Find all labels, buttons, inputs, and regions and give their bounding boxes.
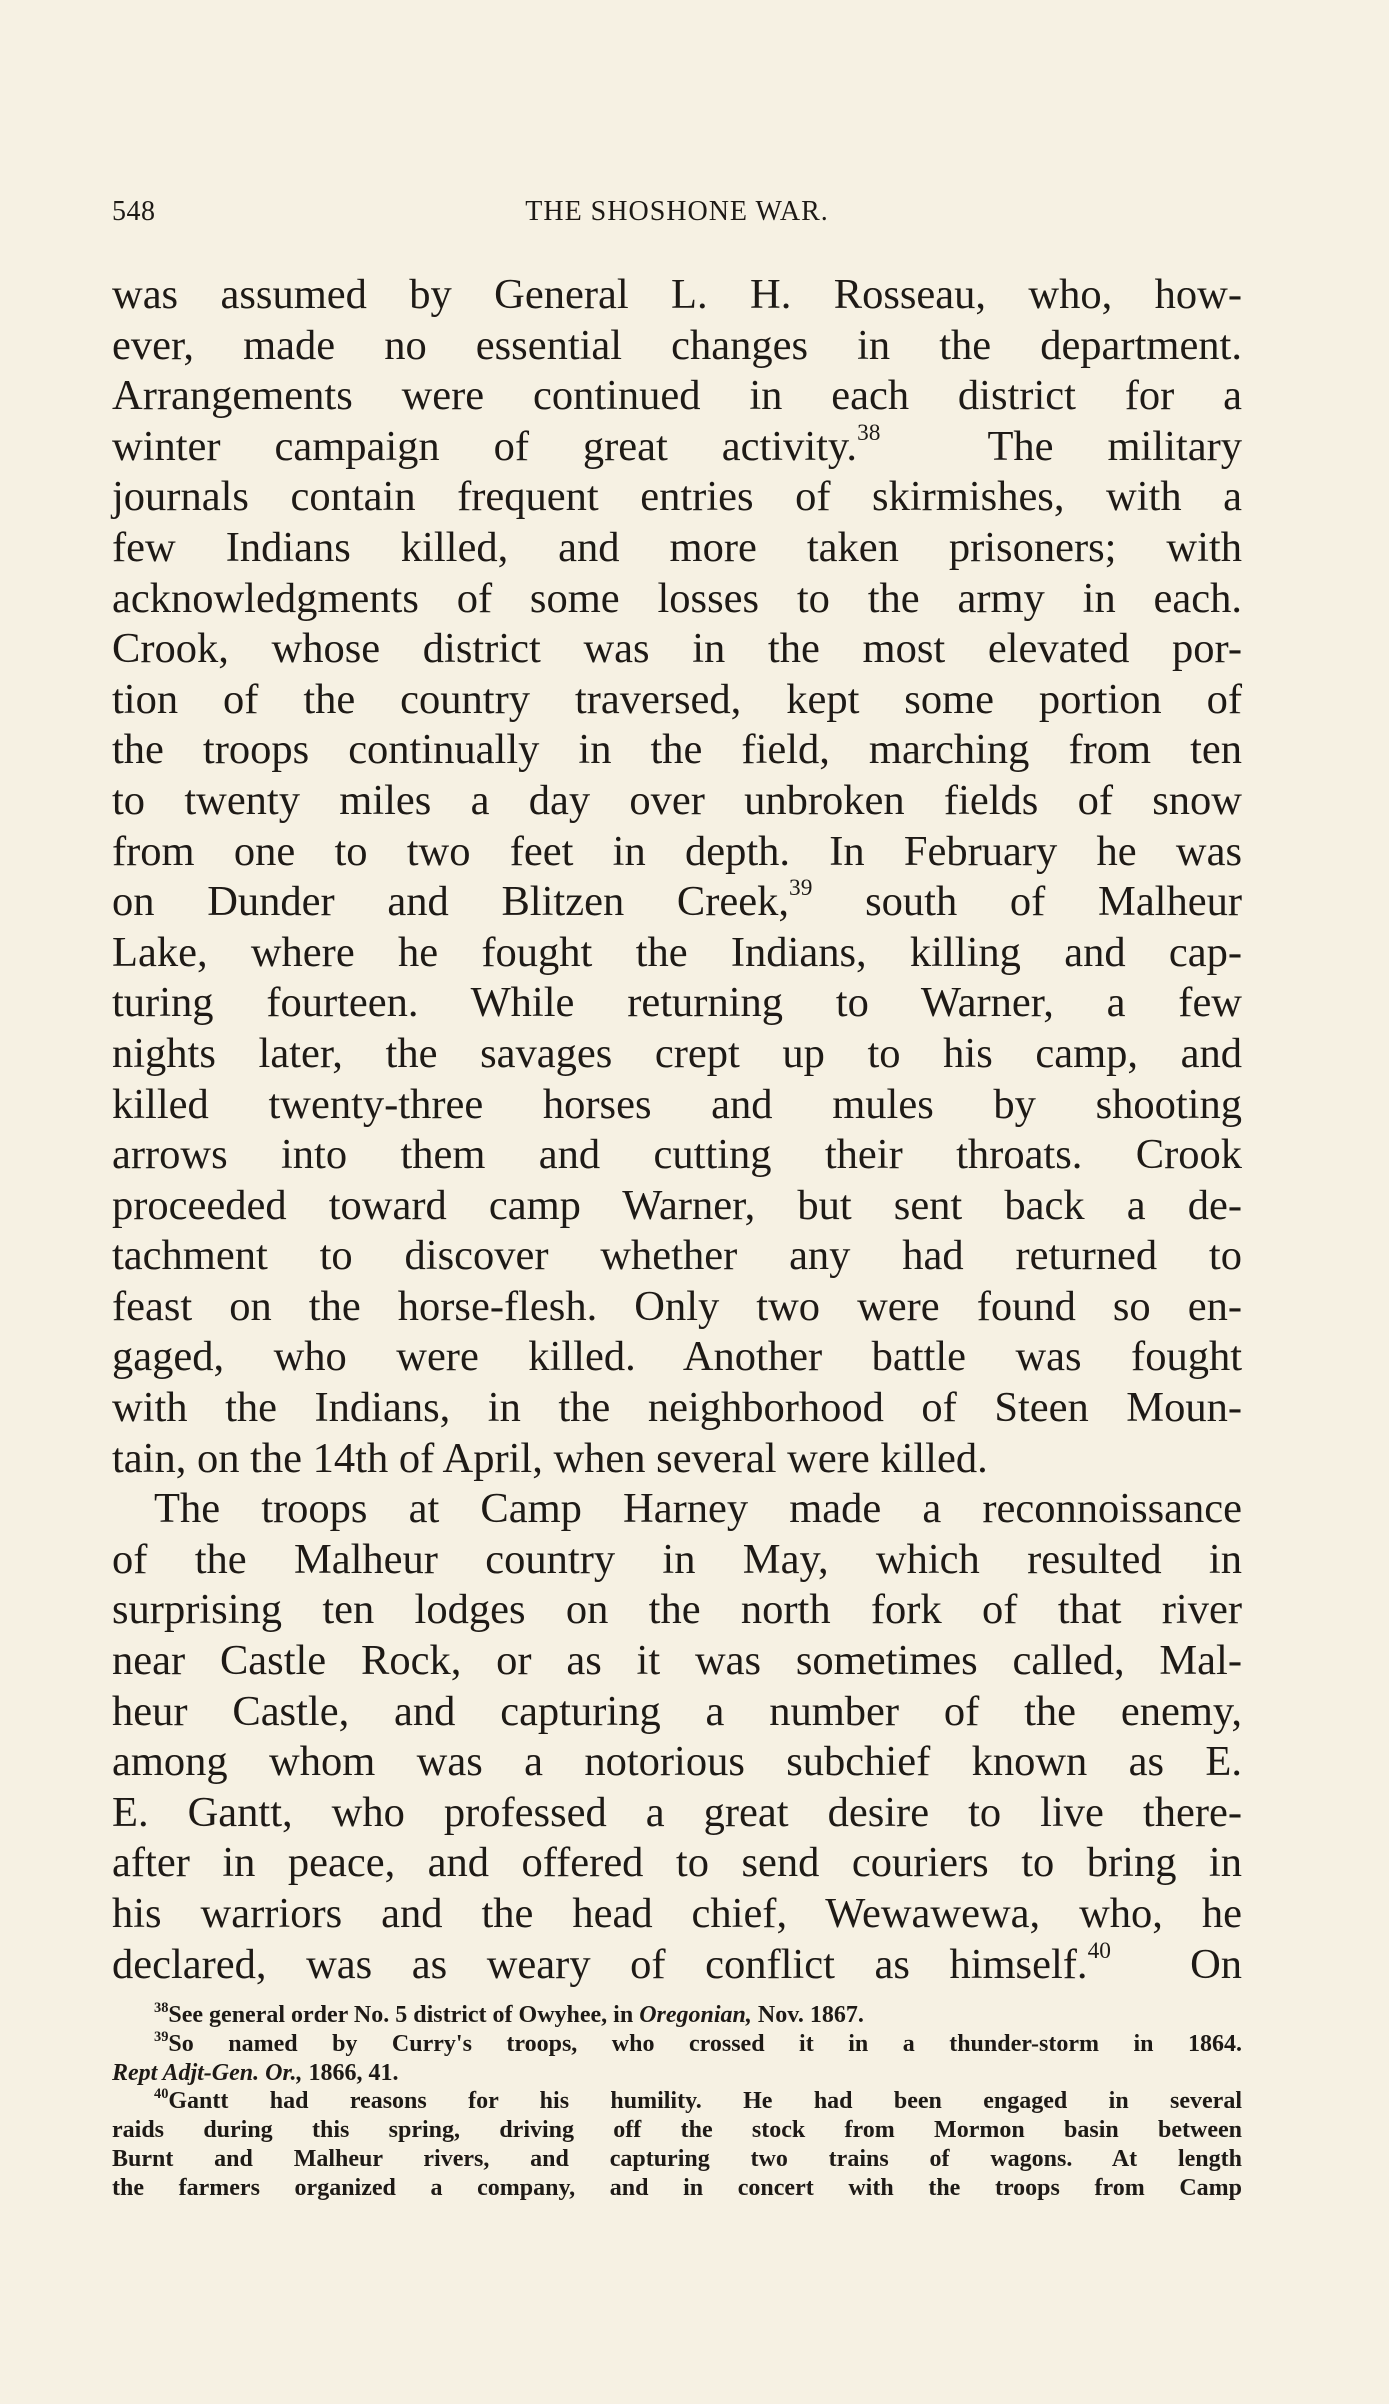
- footnote-39: [112, 2030, 1242, 2059]
- footnote-39-cont: [112, 2059, 1242, 2088]
- running-head: [112, 196, 1242, 236]
- body-text: [112, 270, 1242, 1990]
- body-line: of the Malheur country in May, which resulted in: [112, 1535, 1242, 1583]
- body-line-text: declared, was as weary of conflict as himself.: [112, 1940, 1088, 1988]
- footnote-marker-40: 40: [154, 2086, 169, 2103]
- note-ref-38[interactable]: 38: [857, 419, 881, 446]
- page-number: 548: [112, 196, 156, 227]
- body-line: Arrangements were continued in each district for a: [112, 372, 1242, 420]
- body-line: tain, on the 14th of April, when several were killed.: [112, 1434, 988, 1482]
- footnote-marker-38: 38: [154, 1999, 169, 2016]
- body-line: to twenty miles a day over unbroken fields of snow: [112, 776, 1242, 824]
- body-line: gaged, who were killed. Another battle was fought: [112, 1333, 1242, 1381]
- body-line: acknowledgments of some losses to the army in each.: [112, 574, 1242, 622]
- footnote-38: [112, 2001, 1242, 2030]
- body-line: near Castle Rock, or as it was sometimes called, Mal-: [112, 1637, 1242, 1685]
- body-line: turing fourteen. While returning to Warner, a few: [112, 979, 1242, 1027]
- body-line: among whom was a notorious subchief known as E.: [112, 1738, 1242, 1786]
- body-line: feast on the horse-flesh. Only two were found so en-: [112, 1282, 1242, 1330]
- footnote-marker-39: 39: [154, 2028, 169, 2045]
- body-line: was assumed by General L. H. Rosseau, who, how-: [112, 271, 1242, 318]
- footnote-40-cont: raids during this spring, driving off the stock from Mormon basin between: [112, 2117, 1242, 2144]
- footnote-text: Gantt had reasons for his humility. He had been engaged in several: [168, 2088, 1242, 2115]
- running-title: THE SHOSHONE WAR.: [525, 196, 829, 227]
- body-line: proceeded toward camp Warner, but sent back a de-: [112, 1181, 1242, 1229]
- note-ref-40[interactable]: 40: [1087, 1937, 1111, 1964]
- footnote-text: 1866, 41.: [308, 2059, 399, 2086]
- body-line-text: south of Malheur: [865, 878, 1243, 926]
- body-line: tion of the country traversed, kept some portion of: [112, 675, 1242, 723]
- body-line: the troops continually in the field, marching from ten: [112, 726, 1242, 774]
- footnote-40-cont: the farmers organized a company, and in concert with the troops from Camp: [112, 2174, 1242, 2201]
- body-line: [112, 1937, 1243, 1991]
- body-line-text: The military: [987, 422, 1243, 470]
- body-line: journals contain frequent entries of skirmishes, with a: [112, 473, 1242, 521]
- body-line: E. Gantt, who professed a great desire to live there-: [112, 1788, 1242, 1836]
- body-line-text: On: [1190, 1940, 1243, 1988]
- body-line: Crook, whose district was in the most elevated por-: [112, 625, 1242, 673]
- footnote-text: So named by Curry's troops, who crossed it in a thunder-storm in 1864.: [168, 2030, 1242, 2057]
- body-line: tachment to discover whether any had returned to: [112, 1232, 1242, 1280]
- body-line: ever, made no essential changes in the department.: [112, 321, 1242, 369]
- body-line-text: on Dunder and Blitzen Creek,: [112, 878, 790, 926]
- footnote-italic: Oregonian,: [639, 2002, 752, 2028]
- body-line: few Indians killed, and more taken prisoners; with: [112, 523, 1242, 571]
- footnote-text: Nov. 1867.: [757, 2002, 864, 2028]
- footnote-italic: Rept Adjt-Gen. Or.,: [112, 2059, 303, 2086]
- body-line: [112, 877, 1242, 928]
- body-line: arrows into them and cutting their throats. Crook: [112, 1131, 1242, 1179]
- body-line: from one to two feet in depth. In February he was: [112, 827, 1242, 875]
- footnotes: [112, 2001, 1242, 2203]
- body-line: after in peace, and offered to send couriers to bring in: [112, 1839, 1242, 1887]
- footnote-40-cont: Burnt and Malheur rivers, and capturing two trains of wagons. At length: [112, 2145, 1242, 2172]
- footnote-40: [112, 2087, 1242, 2116]
- footnote-text: See general order No. 5 district of Owyhee, in: [168, 2002, 634, 2028]
- body-line: The troops at Camp Harney made a reconnoissance: [154, 1485, 1242, 1533]
- body-line: [112, 419, 1243, 473]
- body-line: killed twenty-three horses and mules by shooting: [112, 1080, 1242, 1128]
- body-line-text: winter campaign of great activity.: [112, 422, 858, 470]
- body-line: heur Castle, and capturing a number of the enemy,: [112, 1687, 1242, 1735]
- body-line: with the Indians, in the neighborhood of Steen Moun-: [112, 1384, 1242, 1432]
- body-line: his warriors and the head chief, Wewawewa, who, he: [112, 1890, 1242, 1937]
- body-line: surprising ten lodges on the north fork of that river: [112, 1586, 1242, 1634]
- body-line: nights later, the savages crept up to his camp, and: [112, 1029, 1242, 1077]
- note-ref-39[interactable]: 39: [789, 875, 813, 902]
- body-line: Lake, where he fought the Indians, killing and cap-: [112, 928, 1242, 976]
